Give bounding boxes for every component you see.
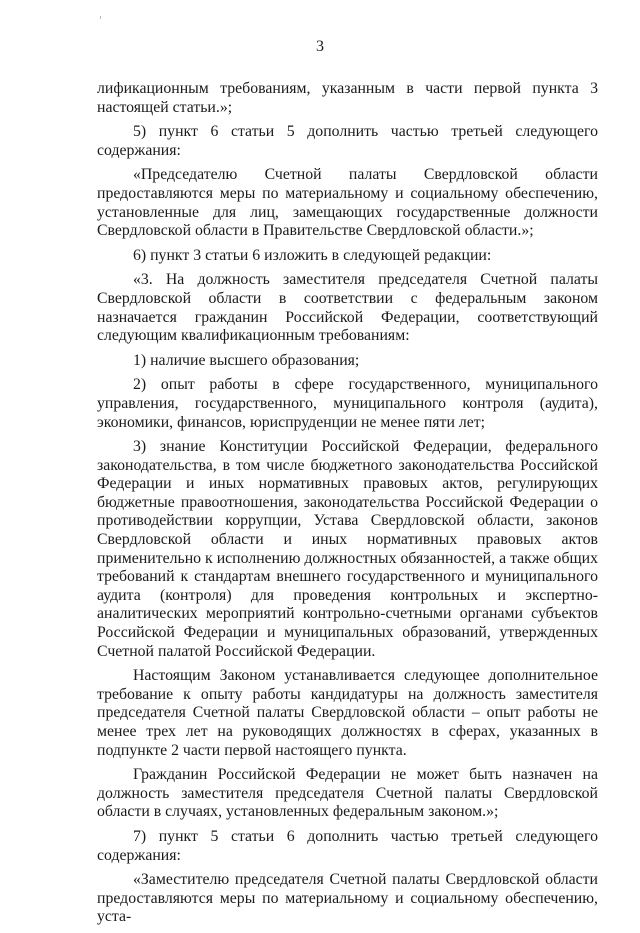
paragraph: «3. На должность заместителя председателя Счетной палаты Свердловской области в соответствии с федеральным законом назначается гражданин Российской Федерации, соответствующий следующим квалификационным требованиям: — [97, 271, 598, 345]
paragraph: 7) пункт 5 статьи 6 дополнить частью третьей следующего содержания: — [97, 827, 598, 864]
paragraph: 3) знание Конституции Российской Федерации, федерального законодательства, в том числе бюджетного законодательства Российской Федерации и иных нормативных правовых актов, регулирующих бюджетные правоотношения, законодательства Российской Федерации о противодействии коррупции, Устава Свердловской области, законов Свердловской области и иных нормативных правовых актов применительно к исполнению должностных обязанностей, а также общих требований к стандартам внешнего государственного и муниципального аудита (контроля) для проведения контрольных и экспертно-аналитических мероприятий контрольно-счетными органами субъектов Российской Федерации и муниципальных образований, утвержденных Счетной палатой Российской Федерации. — [97, 438, 598, 660]
paragraph: 2) опыт работы в сфере государственного, муниципального управления, государственного, муниципального контроля (аудита), экономики, финансов, юриспруденции не менее пяти лет; — [97, 376, 598, 431]
paragraph: «Председателю Счетной палаты Свердловской области предоставляются меры по материальному и социальному обеспечению, установленные для лиц, замещающих государственные должности Свердловской области в Правительстве Свердловской области.»; — [97, 166, 598, 240]
paragraph: Гражданин Российской Федерации не может быть назначен на должность заместителя председателя Счетной палаты Свердловской области в случаях, установленных федеральным законом.»; — [97, 766, 598, 821]
paragraph: 6) пункт 3 статьи 6 изложить в следующей редакции: — [133, 246, 492, 264]
paragraph: лификационным требованиям, указанным в части первой пункта 3 настоящей статьи.»; — [97, 80, 598, 116]
scan-mark — [100, 16, 101, 19]
paragraph: Настоящим Законом устанавливается следующее дополнительное требование к опыту работы кандидатуры на должность заместителя председателя Счетной палаты Свердловской области – опыт работы не менее трех лет на руководящих должностях в сферах, указанных в подпункте 2 части первой настоящего пункта. — [97, 667, 598, 759]
paragraph: 5) пункт 6 статьи 5 дополнить частью третьей следующего содержания: — [97, 123, 598, 159]
page-number: 3 — [316, 38, 324, 55]
paragraph: 1) наличие высшего образования; — [133, 351, 360, 369]
paragraph: «Заместителю председателя Счетной палаты Свердловской области предоставляются меры по материальному и социальному обеспечению, уста- — [97, 871, 598, 926]
document-body — [97, 80, 598, 933]
